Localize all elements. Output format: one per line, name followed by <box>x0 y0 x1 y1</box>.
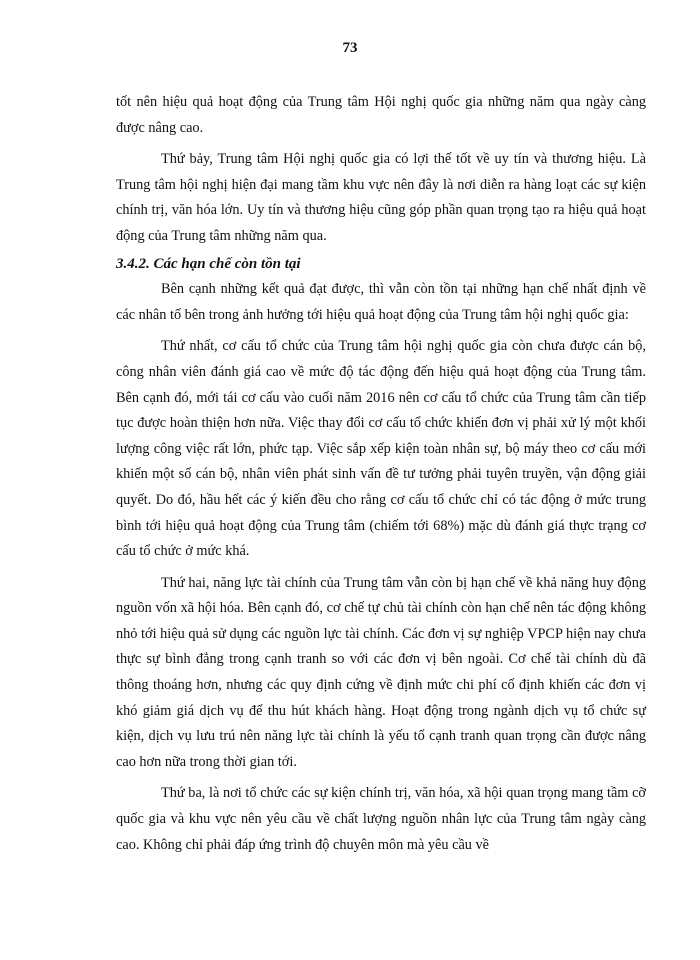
paragraph: Thứ nhất, cơ cấu tổ chức của Trung tâm hội nghị quốc gia còn chưa được cán bộ, công nhân viên đánh giá cao về mức độ tác động đến hiệu quả hoạt động của Trung tâm. Bên cạnh đó, mới tái cơ cấu vào cuối năm 2016 nên cơ cấu tổ chức của Trung tâm cần tiếp tục được hoàn thiện hơn nữa. Việc thay đổi cơ cấu tổ chức khiến đơn vị phải xử lý một khối lượng công việc rất lớn, phức tạp. Việc sắp xếp kiện toàn nhân sự, bộ máy theo cơ cấu mới khiến một số cán bộ, nhân viên phát sinh vấn đề tư tưởng phải tuyên truyền, vận động giải quyết. Do đó, hầu hết các ý kiến đều cho rằng cơ cấu tổ chức chỉ có tác động ở mức trung bình tới hiệu quả hoạt động của Trung tâm (chiếm tới 68%) mặc dù đánh giá thực trạng cơ cấu tổ chức ở mức khá. <box>116 338 646 560</box>
paragraph: tốt nên hiệu quả hoạt động của Trung tâm Hội nghị quốc gia những năm qua ngày càng được nâng cao. <box>116 94 646 136</box>
paragraph: Bên cạnh những kết quả đạt được, thì vẫn còn tồn tại những hạn chế nhất định về các nhân tố bên trong ảnh hưởng tới hiệu quả hoạt động của Trung tâm hội nghị quốc gia: <box>116 281 646 323</box>
paragraph: Thứ hai, năng lực tài chính của Trung tâm vẫn còn bị hạn chế về khả năng huy động nguồn vốn xã hội hóa. Bên cạnh đó, cơ chế tự chủ tài chính còn hạn chế nên tác động không nhỏ tới hiệu quả sử dụng các nguồn lực tài chính. Các đơn vị sự nghiệp VPCP hiện nay chưa thực sự bình đẳng trong cạnh tranh so với các đơn vị bên ngoài. Cơ chế tài chính dù đã thông thoáng hơn, nhưng các quy định cứng về định mức chi phí cố định khiến các đơn vị khó giảm giá dịch vụ để thu hút khách hàng. Hoạt động trong ngành dịch vụ tổ chức sự kiện, dịch vụ lưu trú nên năng lực tài chính là yếu tố cạnh tranh quan trọng cần được nâng cao hơn nữa trong thời gian tới. <box>116 574 646 770</box>
paragraph: Thứ ba, là nơi tổ chức các sự kiện chính trị, văn hóa, xã hội quan trọng mang tầm cỡ quốc gia và khu vực nên yêu cầu về chất lượng nguồn nhân lực của Trung tâm ngày càng cao. Không chỉ phải đáp ứng trình độ chuyên môn mà yêu cầu về <box>116 785 646 853</box>
paragraph: Thứ bảy, Trung tâm Hội nghị quốc gia có lợi thế tốt về uy tín và thương hiệu. Là Trung tâm hội nghị hiện đại mang tầm khu vực nên đây là nơi diễn ra hàng loạt các sự kiện chính trị, văn hóa lớn. Uy tín và thương hiệu cũng góp phần quan trọng tạo ra hiệu quả hoạt động của Trung tâm những năm qua. <box>116 151 646 244</box>
document-body <box>116 90 646 858</box>
page-number: 73 <box>342 40 358 56</box>
section-heading: 3.4.2. Các hạn chế còn tồn tại <box>116 255 301 272</box>
